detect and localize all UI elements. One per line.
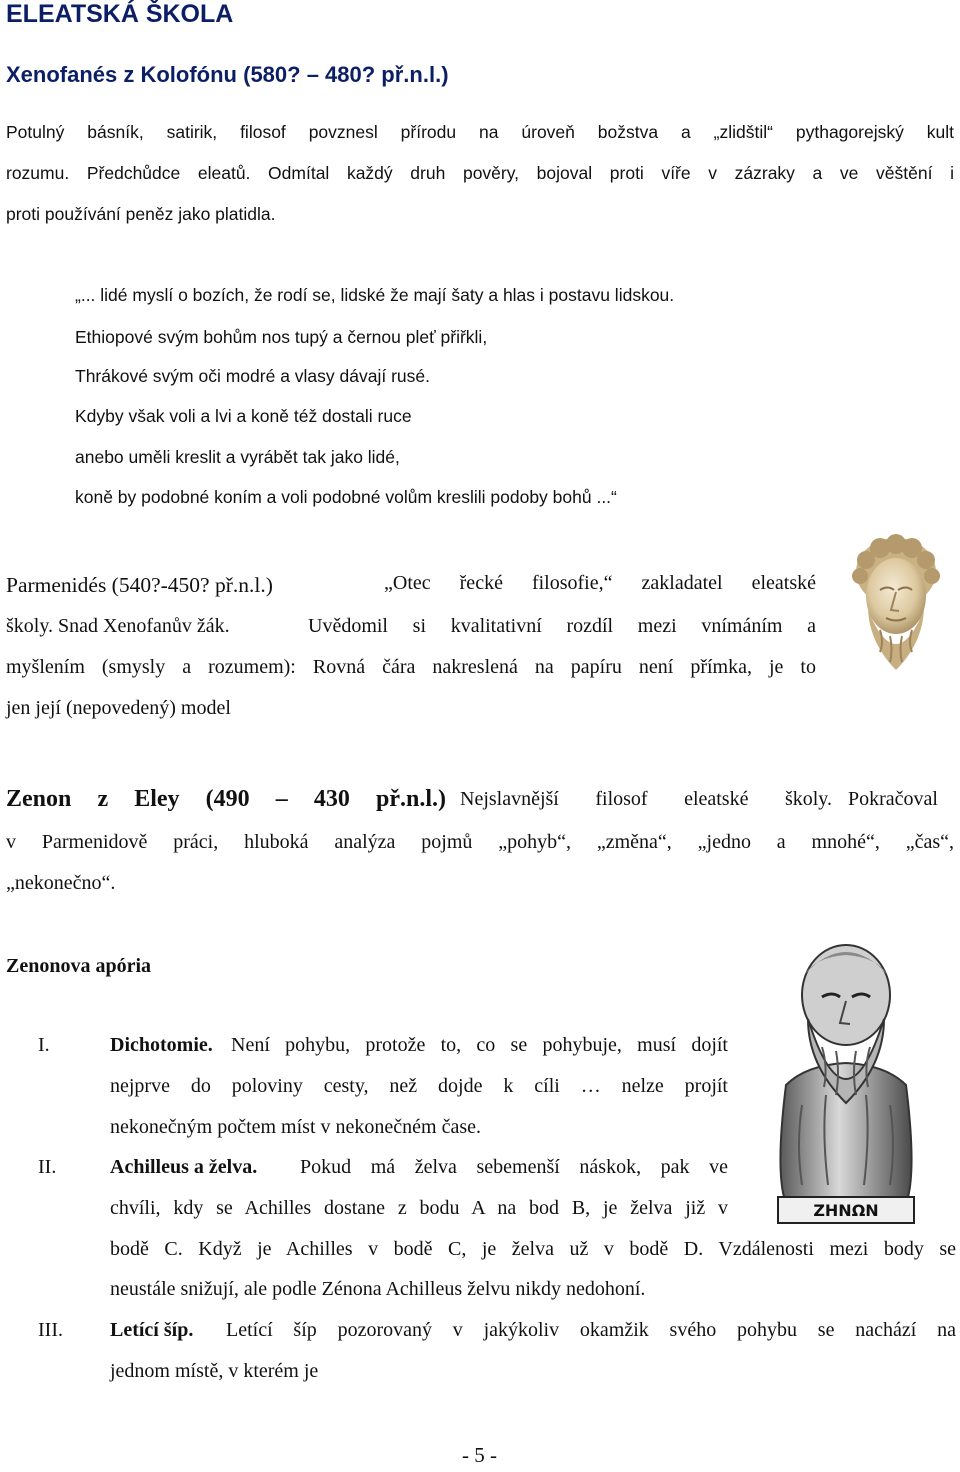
aporia-1-line-2: nejprve do poloviny cesty, než dojde k cíli … nelze projít xyxy=(110,1075,728,1097)
aporia-heading: Zenonova apória xyxy=(6,955,152,977)
aporia-1-title: Dichotomie. xyxy=(110,1034,213,1056)
xenofanes-line-3: proti používání peněz jako platidla. xyxy=(6,204,276,224)
aporia-3-line-1: Letící šíp pozorovaný v jakýkoliv okamžik svého pohybu se nachází na xyxy=(226,1319,956,1341)
quote-line-3: Thrákové svým oči modré a vlasy dávají rusé. xyxy=(75,366,430,386)
xenofanes-heading: Xenofanés z Kolofónu (580? – 480? př.n.l.) xyxy=(6,62,449,87)
xenofanes-line-2: rozumu. Předchůdce eleatů. Odmítal každý druh pověry, bojoval proti víře v zázraky a ve věštění i xyxy=(6,163,954,183)
main-title: ELEATSKÁ ŠKOLA xyxy=(6,0,234,28)
zenon-line-1b: Pokračoval xyxy=(848,788,938,810)
parmenides-line-4: jen její (nepovedený) model xyxy=(6,697,231,719)
aporia-2-line-3: bodě C. Když je Achilles v bodě C, je želva už v bodě D. Vzdálenosti mezi body se xyxy=(110,1238,956,1260)
aporia-2-title: Achilleus a želva. xyxy=(110,1156,258,1178)
zenon-name: Zenon z Eley (490 – 430 př.n.l.) xyxy=(6,786,446,812)
parmenides-name: Parmenidés (540?-450? př.n.l.) xyxy=(6,573,273,597)
xenofanes-line-1: Potulný básník, satirik, filosof povznesl přírodu na úroveň božstva a „zlidštil“ pythagorejský kult xyxy=(6,122,954,142)
quote-line-5: anebo uměli kreslit a vyrábět tak jako lidé, xyxy=(75,447,400,467)
aporia-2-line-1: Pokud má želva sebemenší náskok, pak ve xyxy=(300,1156,728,1178)
zenon-line-1a: Nejslavnější filosof eleatské školy. xyxy=(460,788,832,810)
aporia-3-number: III. xyxy=(38,1319,63,1341)
zenon-line-2: v Parmenidově práci, hluboká analýza pojmů „pohyb“, „změna“, „jedno a mnohé“, „čas“, xyxy=(6,831,954,853)
quote-line-2: Ethiopové svým bohům nos tupý a černou pleť přiřkli, xyxy=(75,327,488,347)
parmenides-line-2a: školy. Snad Xenofanův žák. xyxy=(6,615,230,637)
zenon-bust-image xyxy=(766,935,926,1227)
quote-line-6: koně by podobné koním a voli podobné volům kreslili podoby bohů ...“ xyxy=(75,487,617,507)
aporia-1-number: I. xyxy=(38,1034,50,1056)
aporia-3-line-2: jednom místě, v kterém je xyxy=(110,1360,319,1382)
zenon-line-3: „nekonečno“. xyxy=(6,872,116,894)
parmenides-line-2b: Uvědomil si kvalitativní rozdíl mezi vnímáním a xyxy=(308,615,816,637)
quote-line-4: Kdyby však voli a lvi a koně též dostali ruce xyxy=(75,406,412,426)
aporia-2-number: II. xyxy=(38,1156,57,1178)
aporia-1-line-1: Není pohybu, protože to, co se pohybuje, musí dojít xyxy=(231,1034,728,1056)
aporia-3-title: Letící šíp. xyxy=(110,1319,194,1341)
page-number: - 5 - xyxy=(462,1443,497,1467)
aporia-1-line-3: nekonečným počtem míst v nekonečném čase. xyxy=(110,1116,481,1138)
parmenides-bust-image xyxy=(836,532,956,674)
aporia-2-line-4: neustále snižují, ale podle Zénona Achilleus želvu nikdy nedohoní. xyxy=(110,1278,646,1300)
parmenides-line-1: „Otec řecké filosofie,“ zakladatel eleatské xyxy=(384,572,816,594)
parmenides-line-3: myšlením (smysly a rozumem): Rovná čára nakreslená na papíru není přímka, je to xyxy=(6,656,816,678)
quote-line-1: „... lidé myslí o bozích, že rodí se, lidské že mají šaty a hlas i postavu lidskou. xyxy=(75,285,675,305)
bust-inscription: ΖΗΝΩΝ xyxy=(813,1201,879,1220)
aporia-2-line-2: chvíli, kdy se Achilles dostane z bodu A na bod B, je želva již v xyxy=(110,1197,728,1219)
